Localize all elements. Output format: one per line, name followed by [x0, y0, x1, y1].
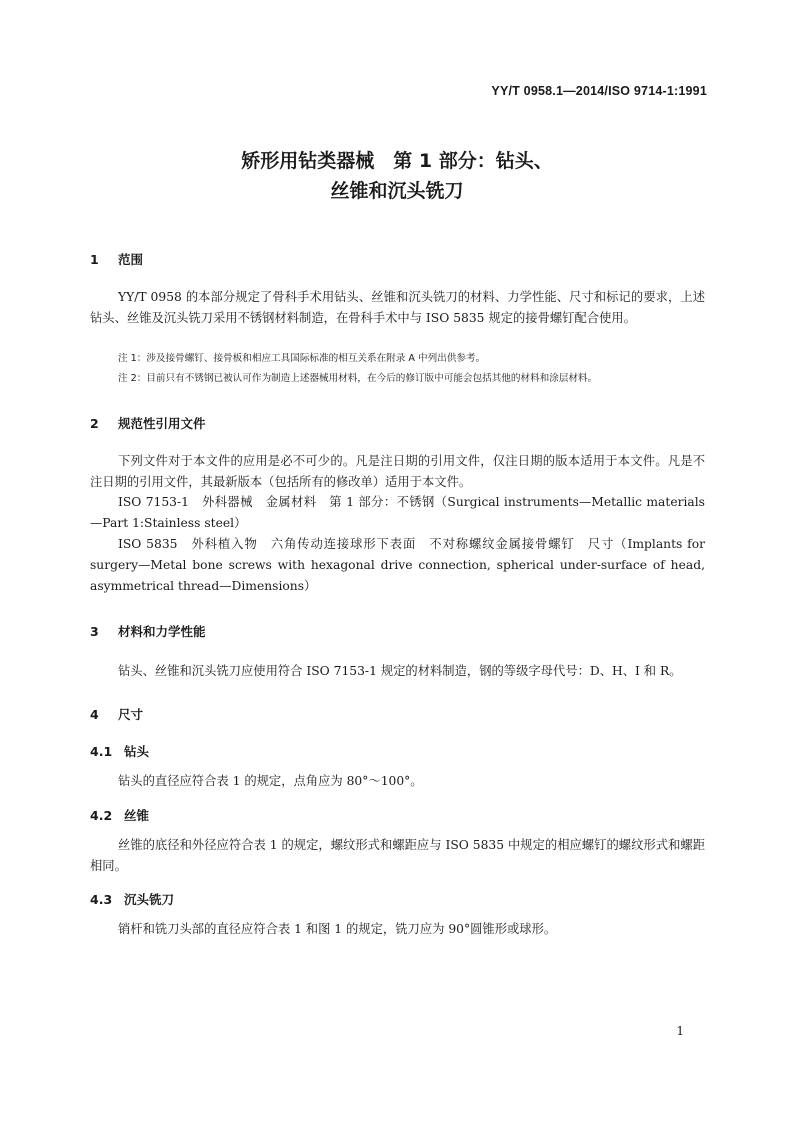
section-number: 1	[90, 252, 99, 267]
section-number: 4	[90, 707, 99, 722]
section-heading-4	[90, 705, 143, 723]
subsection-heading-4-1	[90, 742, 149, 760]
section-4-2-body: 丝锥的底径和外径应符合表 1 的规定，螺纹形式和螺距应与 ISO 5835 中规定的相应螺钉的螺纹形式和螺距相同。	[90, 838, 705, 873]
section-number: 2	[90, 416, 99, 431]
section-1-body: YY/T 0958 的本部分规定了骨科手术用钻头、丝锥和沉头铣刀的材料、力学性能、尺寸和标记的要求，上述钻头、丝锥及沉头铣刀采用不锈钢材料制造，在骨科手术中与 ISO 5835 规定的接骨螺钉配合使用。	[90, 290, 705, 325]
standard-code: YY/T 0958.1—2014/ISO 9714-1:1991	[491, 84, 707, 98]
section-title: 规范性引用文件	[118, 416, 206, 431]
section-number: 4.2	[90, 808, 113, 823]
subsection-heading-4-2	[90, 806, 149, 824]
section-number: 3	[90, 624, 99, 639]
section-number: 4.3	[90, 892, 113, 907]
section-title: 丝锥	[124, 808, 150, 823]
title-line-1: 矫形用钻类器械 第 1 部分：钻头、	[241, 150, 553, 172]
reference-iso-5835: ISO 5835 外科植入物 六角传动连接球形下表面 不对称螺纹金属接骨螺钉 尺寸（Implants for surgery—Metal bone screws with hexagonal drive connection, spherical under-surface of head, asymmetrical thread—Dimensions）	[90, 537, 705, 593]
section-title: 材料和力学性能	[118, 624, 206, 639]
section-2-body: 下列文件对于本文件的应用是必不可少的。凡是注日期的引用文件，仅注日期的版本适用于本文件。凡是不注日期的引用文件，其最新版本（包括所有的修改单）适用于本文件。	[90, 454, 705, 489]
page-number: 1	[676, 1024, 684, 1038]
section-title: 范围	[118, 252, 144, 267]
section-title: 钻头	[124, 744, 150, 759]
section-1-note-1: 注 1：涉及接骨螺钉、接骨板和相应工具国际标准的相互关系在附录 A 中列出供参考。	[118, 353, 486, 364]
section-1-note-2: 注 2：目前只有不锈钢已被认可作为制造上述器械用材料，在今后的修订版中可能会包括其他的材料和涂层材料。	[118, 373, 598, 384]
section-heading-2	[90, 414, 206, 432]
section-title: 尺寸	[118, 707, 144, 722]
reference-iso-7153-1: ISO 7153-1 外科器械 金属材料 第 1 部分：不锈钢（Surgical instruments—Metallic materials—Part 1:Stainless steel）	[90, 495, 705, 530]
section-title: 沉头铣刀	[124, 892, 175, 907]
section-number: 4.1	[90, 744, 113, 759]
section-heading-3	[90, 622, 206, 640]
subsection-heading-4-3	[90, 890, 174, 908]
section-heading-1	[90, 250, 143, 268]
title-line-2: 丝锥和沉头铣刀	[330, 180, 464, 202]
document-title	[0, 146, 794, 206]
section-4-1-body: 钻头的直径应符合表 1 的规定，点角应为 80°～100°。	[118, 774, 423, 788]
section-3-body: 钻头、丝锥和沉头铣刀应使用符合 ISO 7153-1 规定的材料制造，钢的等级字母代号：D、H、I 和 R。	[118, 664, 682, 678]
section-4-3-body: 销杆和铣刀头部的直径应符合表 1 和图 1 的规定，铣刀应为 90°圆锥形或球形。	[118, 922, 557, 936]
